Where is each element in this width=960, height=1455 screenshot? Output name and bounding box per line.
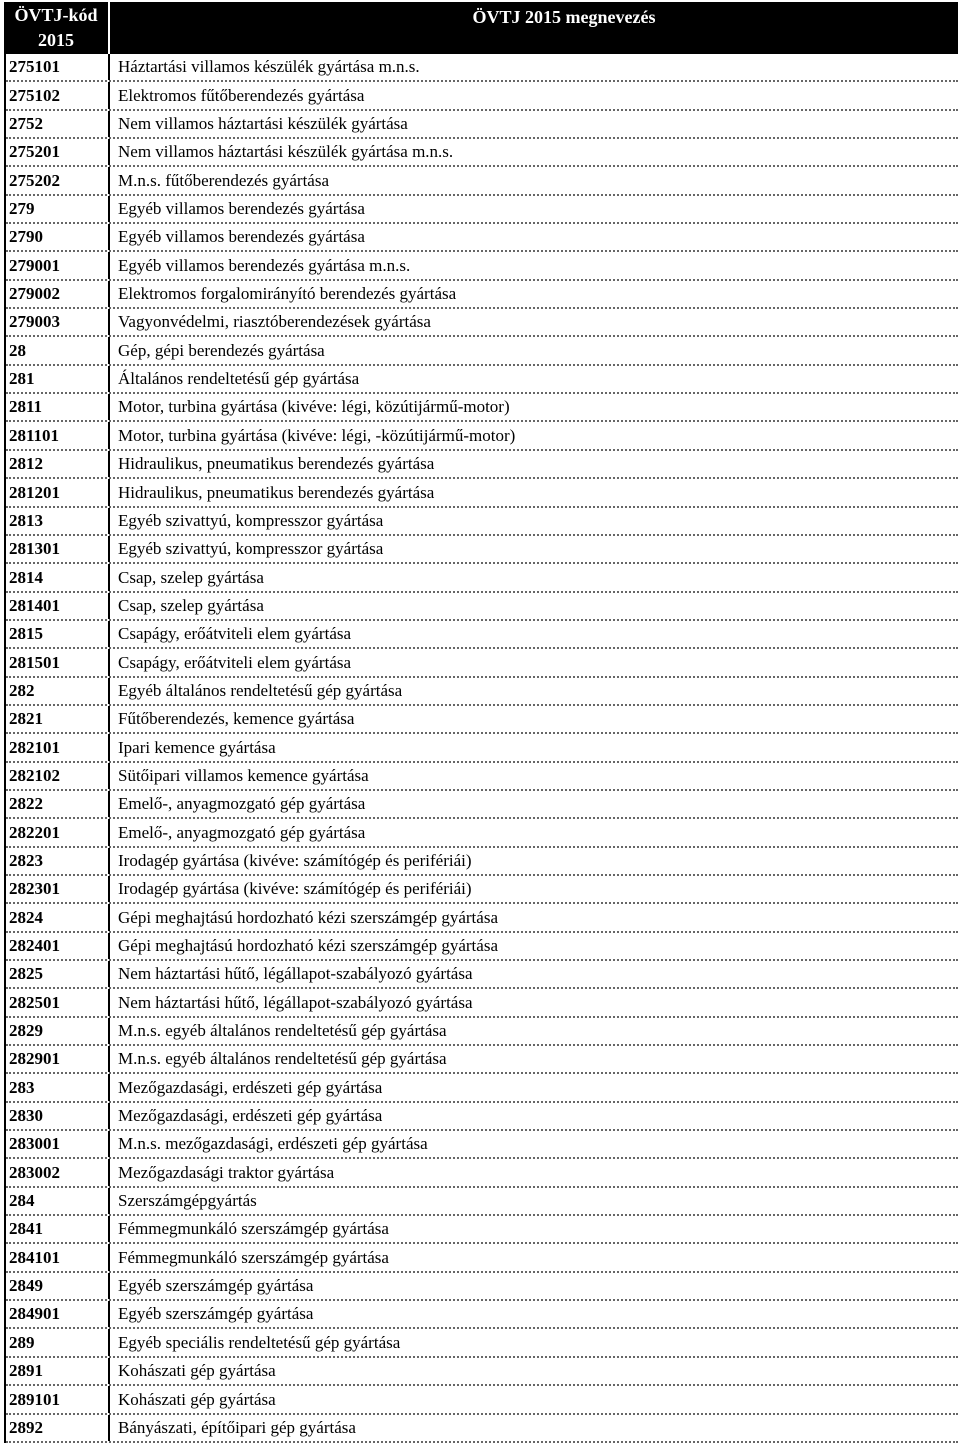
table-row (6, 252, 958, 280)
row-code: 289101 (6, 1386, 110, 1412)
row-name: Nem háztartási hűtő, légállapot-szabályozó gyártása (118, 964, 473, 984)
table-row (6, 649, 958, 677)
row-name: Általános rendeltetésű gép gyártása (118, 369, 360, 389)
row-code: 275202 (6, 167, 110, 193)
table-row (6, 706, 958, 734)
table-row (6, 111, 958, 139)
row-name: Ipari kemence gyártása (118, 737, 276, 757)
table-row (6, 196, 958, 224)
row-name: Elektromos fűtőberendezés gyártása (118, 85, 365, 105)
table-row (6, 224, 958, 252)
table-row (6, 989, 958, 1017)
row-code: 275102 (6, 82, 110, 108)
row-name: Elektromos forgalomirányító berendezés gyártása (118, 284, 457, 304)
table-row (6, 1188, 958, 1216)
table-row (6, 479, 958, 507)
table-row (6, 819, 958, 847)
row-name: Hidraulikus, pneumatikus berendezés gyártása (118, 454, 435, 474)
row-code: 282201 (6, 819, 110, 845)
row-code: 283001 (6, 1131, 110, 1157)
table-row (6, 1018, 958, 1046)
classification-table (4, 2, 958, 1443)
row-code: 284901 (6, 1301, 110, 1327)
row-code: 283 (6, 1074, 110, 1100)
table-row (6, 1159, 958, 1187)
row-code: 2891 (6, 1358, 110, 1384)
row-name: M.n.s. mezőgazdasági, erdészeti gép gyártása (118, 1134, 428, 1154)
table-row (6, 1046, 958, 1074)
row-code: 279002 (6, 281, 110, 307)
row-code: 281201 (6, 479, 110, 505)
row-code: 2823 (6, 848, 110, 874)
row-code: 2790 (6, 224, 110, 250)
table-row (6, 167, 958, 195)
row-name: Gépi meghajtású hordozható kézi szerszámgép gyártása (118, 936, 498, 955)
row-code: 2829 (6, 1018, 110, 1044)
table-row (6, 309, 958, 337)
table-row (6, 139, 958, 167)
row-code: 284 (6, 1188, 110, 1214)
row-code: 282 (6, 678, 110, 704)
table-row (6, 394, 958, 422)
table-row (6, 1074, 958, 1102)
row-name: M.n.s. fűtőberendezés gyártása (118, 170, 330, 190)
row-name: Egyéb villamos berendezés gyártása (118, 199, 365, 219)
row-name: Csap, szelep gyártása (118, 595, 264, 615)
table-body (4, 54, 958, 1443)
row-name: Gép, gépi berendezés gyártása (118, 340, 325, 360)
row-name: Motor, turbina gyártása (kivéve: légi, -közútijármű-motor) (118, 425, 516, 445)
row-code: 2815 (6, 621, 110, 647)
row-name: Egyéb speciális rendeltetésű gép gyártása (118, 1332, 401, 1352)
row-name: Sütőipari villamos kemence gyártása (118, 765, 369, 785)
table-row (6, 933, 958, 961)
row-code: 2849 (6, 1273, 110, 1299)
row-name: Egyéb általános rendeltetésű gép gyártása (118, 680, 403, 700)
row-code: 2812 (6, 451, 110, 477)
row-code: 2824 (6, 904, 110, 930)
row-name: Csapágy, erőátviteli elem gyártása (118, 624, 352, 644)
row-name: M.n.s. egyéb általános rendeltetésű gép gyártása (118, 1021, 447, 1041)
row-name: Fűtőberendezés, kemence gyártása (118, 709, 355, 729)
table-row (6, 54, 958, 82)
row-code: 28 (6, 337, 110, 363)
row-code: 284101 (6, 1244, 110, 1270)
row-name: Emelő-, anyagmozgató gép gyártása (118, 794, 366, 814)
row-code: 279003 (6, 309, 110, 335)
table-row (6, 734, 958, 762)
row-code: 282401 (6, 933, 110, 959)
row-name: Csap, szelep gyártása (118, 567, 264, 587)
table-row (6, 763, 958, 791)
code-header-line2: 2015 (38, 30, 74, 50)
table-row (6, 593, 958, 621)
row-name: Egyéb szerszámgép gyártása (118, 1304, 314, 1324)
table-row (6, 281, 958, 309)
row-code: 282501 (6, 989, 110, 1015)
row-code: 2830 (6, 1103, 110, 1129)
row-code: 281401 (6, 593, 110, 619)
row-name: Gépi meghajtású hordozható kézi szerszámgép gyártása (118, 907, 498, 927)
row-code: 281101 (6, 422, 110, 448)
table-row (6, 422, 958, 450)
table-row (6, 1415, 958, 1443)
row-name: Vagyonvédelmi, riasztóberendezések gyártása (118, 312, 431, 332)
row-name: Mezőgazdasági, erdészeti gép gyártása (118, 1077, 383, 1097)
row-name: Hidraulikus, pneumatikus berendezés gyártása (118, 482, 435, 502)
row-name: Egyéb villamos berendezés gyártása (118, 227, 365, 247)
table-row (6, 791, 958, 819)
row-name: M.n.s. egyéb általános rendeltetésű gép gyártása (118, 1049, 447, 1069)
row-code: 282102 (6, 763, 110, 789)
row-name: Bányászati, építőipari gép gyártása (118, 1417, 356, 1437)
table-row (6, 508, 958, 536)
table-row (6, 564, 958, 592)
row-code: 2814 (6, 564, 110, 590)
row-name: Fémmegmunkáló szerszámgép gyártása (118, 1247, 389, 1267)
row-code: 279 (6, 196, 110, 222)
row-name: Szerszámgépgyártás (118, 1191, 257, 1211)
row-name: Egyéb szivattyú, kompresszor gyártása (118, 510, 384, 530)
row-code: 275201 (6, 139, 110, 165)
row-code: 2811 (6, 394, 110, 420)
name-column-header: ÖVTJ 2015 megnevezés (472, 7, 656, 27)
table-row (6, 1131, 958, 1159)
row-code: 2892 (6, 1415, 110, 1441)
row-name: Egyéb szerszámgép gyártása (118, 1276, 314, 1296)
row-name: Kohászati gép gyártása (118, 1389, 276, 1409)
row-code: 281501 (6, 649, 110, 675)
row-name: Egyéb villamos berendezés gyártása m.n.s. (118, 255, 411, 275)
table-row (6, 1386, 958, 1414)
code-header-line1: ÖVTJ-kód (14, 5, 98, 25)
table-row (6, 621, 958, 649)
table-row (6, 1216, 958, 1244)
table-row (6, 678, 958, 706)
table-row (6, 904, 958, 932)
row-code: 282101 (6, 734, 110, 760)
row-name: Emelő-, anyagmozgató gép gyártása (118, 822, 366, 842)
row-code: 281301 (6, 536, 110, 562)
code-column-header (4, 2, 110, 54)
row-name: Nem háztartási hűtő, légállapot-szabályozó gyártása (118, 992, 473, 1012)
table-row (6, 876, 958, 904)
table-row (6, 1103, 958, 1131)
row-code: 281 (6, 366, 110, 392)
table-row (6, 1358, 958, 1386)
table-header (4, 2, 958, 54)
row-code: 2822 (6, 791, 110, 817)
row-code: 2841 (6, 1216, 110, 1242)
row-name: Mezőgazdasági, erdészeti gép gyártása (118, 1106, 383, 1126)
table-row (6, 451, 958, 479)
table-row (6, 848, 958, 876)
row-code: 275101 (6, 54, 110, 80)
row-name: Mezőgazdasági traktor gyártása (118, 1162, 335, 1182)
row-name: Nem villamos háztartási készülék gyártása (118, 114, 408, 134)
row-code: 279001 (6, 252, 110, 278)
row-code: 2821 (6, 706, 110, 732)
row-code: 289 (6, 1329, 110, 1355)
table-row (6, 1301, 958, 1329)
row-code: 2752 (6, 111, 110, 137)
row-name: Csapágy, erőátviteli elem gyártása (118, 652, 352, 672)
row-name: Fémmegmunkáló szerszámgép gyártása (118, 1219, 389, 1239)
table-row (6, 366, 958, 394)
table-row (6, 961, 958, 989)
row-code: 282301 (6, 876, 110, 902)
row-name: Motor, turbina gyártása (kivéve: légi, közútijármű-motor) (118, 397, 510, 417)
table-row (6, 82, 958, 110)
row-name: Háztartási villamos készülék gyártása m.n.s. (118, 57, 420, 77)
row-code: 283002 (6, 1159, 110, 1185)
row-code: 2825 (6, 961, 110, 987)
row-name: Egyéb szivattyú, kompresszor gyártása (118, 539, 384, 559)
table-row (6, 1244, 958, 1272)
row-name: Kohászati gép gyártása (118, 1361, 276, 1381)
table-row (6, 1329, 958, 1357)
table-row (6, 1273, 958, 1301)
row-name: Nem villamos háztartási készülék gyártása m.n.s. (118, 142, 454, 162)
table-row (6, 536, 958, 564)
row-code: 2813 (6, 508, 110, 534)
row-code: 282901 (6, 1046, 110, 1072)
row-name: Irodagép gyártása (kivéve: számítógép és perifériái) (118, 850, 472, 870)
row-name: Irodagép gyártása (kivéve: számítógép és perifériái) (118, 879, 472, 899)
table-row (6, 337, 958, 365)
